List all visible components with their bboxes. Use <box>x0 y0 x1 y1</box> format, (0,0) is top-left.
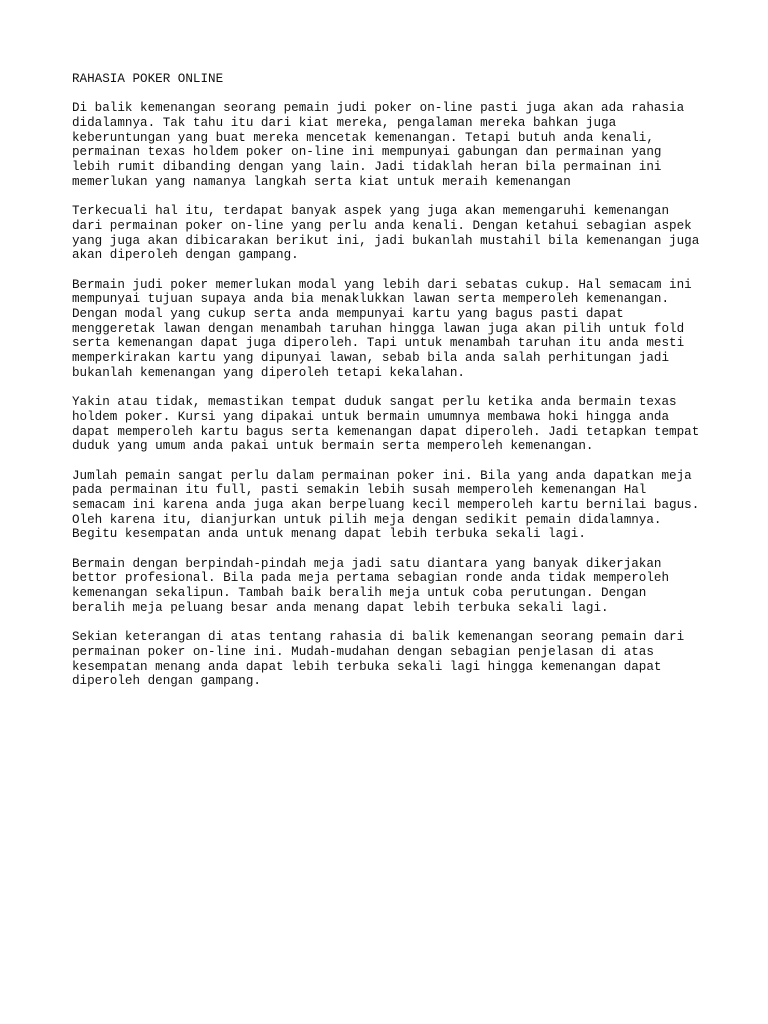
paragraph-line: Bermain dengan berpindah-pindah meja jadi satu diantara yang banyak dikerjakan <box>72 556 662 571</box>
paragraph-line: beralih meja peluang besar anda menang dapat lebih terbuka sekali lagi. <box>72 600 609 615</box>
paragraph-line: yang juga akan dibicarakan berikut ini, jadi bukanlah mustahil bila kemenangan juga <box>72 233 700 248</box>
paragraph-line: Sekian keterangan di atas tentang rahasia di balik kemenangan seorang pemain dari <box>72 630 685 645</box>
paragraph-line: mempunyai tujuan supaya anda bia menaklukkan lawan serta memperoleh kemenangan. <box>72 292 670 307</box>
paragraph-line: Oleh karena itu, dianjurkan untuk pilih meja dengan sedikit pemain didalamnya. <box>72 512 662 527</box>
paragraph-line: memperkirakan kartu yang dipunyai lawan, sebab bila anda salah perhitungan jadi <box>72 351 670 366</box>
paragraph-line: dari permainan poker on-line yang perlu anda kenali. Dengan ketahui sebagian aspek <box>72 218 692 233</box>
body-paragraph <box>72 557 728 616</box>
paragraph-line: Yakin atau tidak, memastikan tempat duduk sangat perlu ketika anda bermain texas <box>72 395 677 410</box>
spacer <box>72 87 728 102</box>
paragraph-line: Terkecuali hal itu, terdapat banyak aspek yang juga akan memengaruhi kemenangan <box>72 204 670 219</box>
document-body <box>72 101 728 689</box>
paragraph-line: didalamnya. Tak tahu itu dari kiat mereka, pengalaman mereka bahkan juga <box>72 116 617 131</box>
paragraph-line: Bermain judi poker memerlukan modal yang lebih dari sebatas cukup. Hal semacam ini <box>72 277 692 292</box>
paragraph-line: permainan texas holdem poker on-line ini mempunyai gabungan dan permainan yang <box>72 145 662 160</box>
paragraph-line: pada permainan itu full, pasti semakin lebih susah memperoleh kemenangan Hal <box>72 483 647 498</box>
paragraph-spacer <box>72 190 728 205</box>
paragraph-line: bettor profesional. Bila pada meja pertama sebagian ronde anda tidak memperoleh <box>72 571 670 586</box>
paragraph-line: menggeretak lawan dengan menambah taruhan hingga lawan juga akan pilih untuk fold <box>72 321 685 336</box>
paragraph-line: kemenangan sekalipun. Tambah baik beralih meja untuk coba perutungan. Dengan <box>72 586 647 601</box>
body-paragraph <box>72 630 728 689</box>
paragraph-spacer <box>72 615 728 630</box>
paragraph-line: Dengan modal yang cukup serta anda mempunyai kartu yang bagus pasti dapat <box>72 307 624 321</box>
body-paragraph <box>72 101 728 189</box>
paragraph-spacer <box>72 542 728 557</box>
body-paragraph <box>72 278 728 381</box>
paragraph-line: duduk yang umum anda pakai untuk bermain serta memperoleh kemenangan. <box>72 439 594 454</box>
paragraph-line: kesempatan menang anda dapat lebih terbuka sekali lagi hingga kemenangan dapat <box>72 659 662 674</box>
paragraph-line: lebih rumit dibanding dengan yang lain. Jadi tidaklah heran bila permainan ini <box>72 160 662 175</box>
paragraph-line: akan diperoleh dengan gampang. <box>72 248 299 263</box>
paragraph-line: holdem poker. Kursi yang dipakai untuk bermain umumnya membawa hoki hingga anda <box>72 409 670 424</box>
body-paragraph <box>72 395 728 454</box>
paragraph-spacer <box>72 263 728 278</box>
paragraph-line: memerlukan yang namanya langkah serta kiat untuk meraih kemenangan <box>72 174 571 189</box>
body-paragraph <box>72 469 728 542</box>
paragraph-line: semacam ini karena anda juga akan berpeluang kecil memperoleh kartu bernilai bagus. <box>72 497 700 512</box>
paragraph-line: Begitu kesempatan anda untuk menang dapat lebih terbuka sekali lagi. <box>72 527 586 542</box>
body-paragraph <box>72 204 728 263</box>
paragraph-line: bukanlah kemenangan yang diperoleh tetapi kekalahan. <box>72 365 465 380</box>
paragraph-line: Di balik kemenangan seorang pemain judi poker on-line pasti juga akan ada rahasia <box>72 101 685 116</box>
paragraph-spacer <box>72 454 728 469</box>
paragraph-spacer <box>72 380 728 395</box>
paragraph-line: permainan poker on-line ini. Mudah-mudahan dengan sebagian penjelasan di atas <box>72 644 654 659</box>
paragraph-line: Jumlah pemain sangat perlu dalam permainan poker ini. Bila yang anda dapatkan meja <box>72 468 692 483</box>
document-title: RAHASIA POKER ONLINE <box>72 72 224 86</box>
paragraph-line: diperoleh dengan gampang. <box>72 674 261 689</box>
paragraph-line: serta kemenangan dapat juga diperoleh. Tapi untuk menambah taruhan itu anda mesti <box>72 336 685 351</box>
paragraph-line: keberuntungan yang buat mereka mencetak kemenangan. Tetapi butuh anda kenali, <box>72 130 654 145</box>
paragraph-line: dapat memperoleh kartu bagus serta kemenangan dapat diperoleh. Jadi tetapkan tempat <box>72 424 700 439</box>
